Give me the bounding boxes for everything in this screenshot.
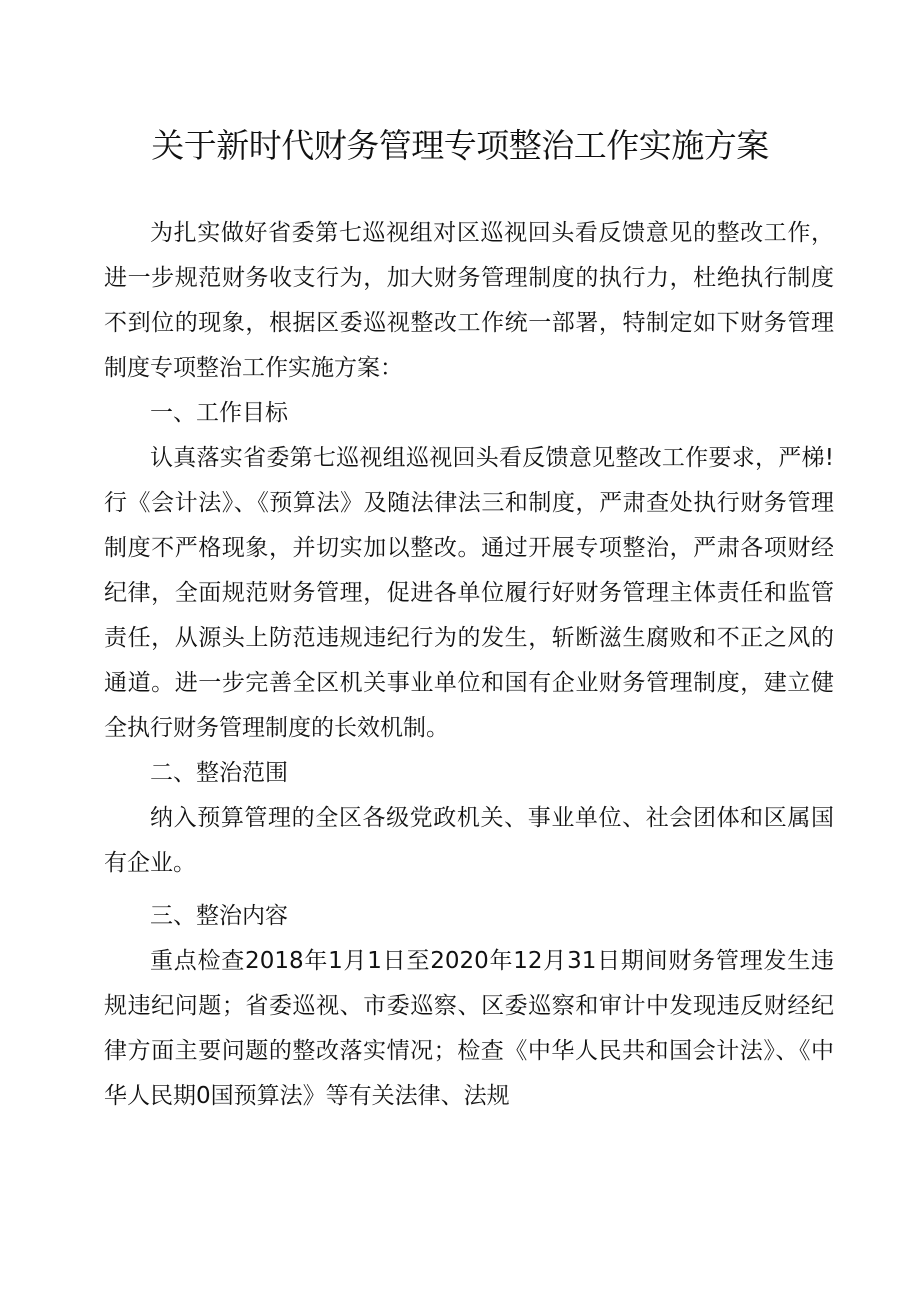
section-heading-content: 三、整治内容: [150, 903, 288, 929]
document-title: 关于新时代财务管理专项整治工作实施方案: [151, 126, 769, 165]
section-heading-scope: 二、整治范围: [150, 760, 288, 786]
document-body: [104, 211, 834, 1119]
goals-paragraph: 认真落实省委第七巡视组巡视回头看反馈意见整改工作要求，严梯!行《会计法》、《预算法》及随法律法三和制度，严肃查处执行财务管理制度不严格现象，并切实加以整改。通过开展专项整治，严肃各项财经纪律，全面规范财务管理，促进各单位履行好财务管理主体责任和监管责任，从源头上防范违规违纪行为的发生，斩断滋生腐败和不正之风的通道。进一步完善全区机关事业单位和国有企业财务管理制度，建立健全执行财务管理制度的长效机制。: [104, 445, 834, 741]
content-paragraph: 重点检查2018年1月1日至2020年12月31日期间财务管理发生违规违纪问题；省委巡视、市委巡察、区委巡察和审计中发现违反财经纪律方面主要问题的整改落实情况；检查《中华人民共和国会计法》、《中华人民期0国预算法》等有关法律、法规: [104, 948, 834, 1109]
section-heading-goals: 一、工作目标: [150, 400, 288, 426]
intro-paragraph: 为扎实做好省委第七巡视组对区巡视回头看反馈意见的整改工作，进一步规范财务收支行为，加大财务管理制度的执行力，杜绝执行制度不到位的现象，根据区委巡视整改工作统一部署，特制定如下财务管理制度专项整治工作实施方案：: [104, 220, 834, 381]
scope-paragraph: 纳入预算管理的全区各级党政机关、事业单位、社会团体和区属国有企业。: [104, 805, 834, 876]
